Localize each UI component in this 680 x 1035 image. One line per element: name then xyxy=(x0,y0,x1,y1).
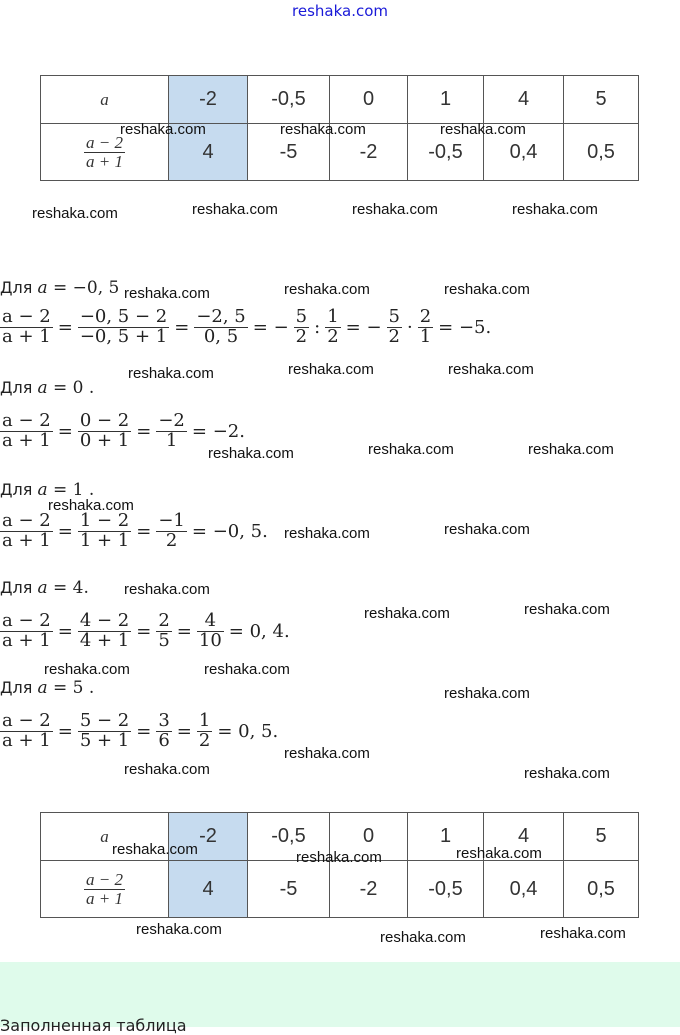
watermark-text: reshaka.com xyxy=(380,929,466,946)
fraction-denominator: 5 xyxy=(158,629,170,651)
watermark-text: reshaka.com xyxy=(444,281,530,298)
equation-operator: = 0, 4. xyxy=(228,620,290,642)
watermark-text: reshaka.com xyxy=(124,285,210,302)
result-cell: 0,5 xyxy=(564,124,639,181)
expr-denominator: a + 1 xyxy=(86,888,123,908)
fraction-numerator: 4 − 2 xyxy=(79,610,130,631)
a-value-cell: -2 xyxy=(169,813,248,861)
watermark-text: reshaka.com xyxy=(136,921,222,938)
case-heading xyxy=(0,480,94,500)
case-equation xyxy=(0,412,250,451)
fraction-denominator: 1 + 1 xyxy=(79,529,130,551)
watermark-text: reshaka.com xyxy=(448,361,534,378)
fraction-denominator: 6 xyxy=(158,729,170,751)
a-value-cell: 5 xyxy=(564,813,639,861)
equation-operator: : xyxy=(314,316,321,338)
case-equation xyxy=(0,512,273,551)
equation-operator: = xyxy=(57,316,73,338)
watermark-text: reshaka.com xyxy=(120,121,206,138)
case-heading xyxy=(0,578,89,598)
expr-numerator: a − 2 xyxy=(86,869,123,889)
fraction-numerator: a − 2 xyxy=(2,510,51,531)
fraction-numerator: 2 xyxy=(158,610,170,631)
fraction-numerator: 2 xyxy=(419,306,432,327)
case-equation xyxy=(0,612,295,651)
equation-operator: · xyxy=(406,316,413,338)
case-heading-value: = 5 . xyxy=(47,678,95,698)
fraction-denominator: a + 1 xyxy=(2,429,51,451)
equation-fraction xyxy=(387,308,402,347)
fraction-numerator: −0, 5 − 2 xyxy=(79,306,168,327)
watermark-text: reshaka.com xyxy=(444,521,530,538)
equation-fraction xyxy=(78,712,131,751)
watermark-text: reshaka.com xyxy=(124,761,210,778)
fraction-denominator: 2 xyxy=(327,325,339,347)
result-cell: 0,5 xyxy=(564,861,639,918)
equation-operator: = xyxy=(57,620,73,642)
case-heading-value: = −0, 5 xyxy=(47,278,120,298)
watermark-text: reshaka.com xyxy=(288,361,374,378)
result-cell: 4 xyxy=(169,861,248,918)
equation-operator: = −5. xyxy=(438,316,492,338)
case-heading-label: Для xyxy=(0,480,38,499)
fraction-numerator: a − 2 xyxy=(2,710,51,731)
values-table-bottom xyxy=(40,812,639,918)
equation-fraction xyxy=(0,308,53,347)
equation-fraction xyxy=(78,308,169,347)
equation-operator: = xyxy=(174,316,190,338)
result-cell: -2 xyxy=(330,861,408,918)
watermark-text: reshaka.com xyxy=(368,441,454,458)
case-equation xyxy=(0,308,496,347)
watermark-text: reshaka.com xyxy=(48,497,134,514)
equation-operator: = −0, 5. xyxy=(191,520,268,542)
expr-numerator: a − 2 xyxy=(86,132,123,152)
a-value-cell: 4 xyxy=(484,813,564,861)
watermark-text: reshaka.com xyxy=(528,441,614,458)
watermark-text: reshaka.com xyxy=(456,845,542,862)
watermark-text: reshaka.com xyxy=(208,445,294,462)
fraction-denominator: 2 xyxy=(198,729,211,751)
fraction-numerator: 1 − 2 xyxy=(79,510,130,531)
watermark-text: reshaka.com xyxy=(128,365,214,382)
equation-fraction xyxy=(156,412,187,451)
equation-fraction xyxy=(194,308,247,347)
fraction-numerator: a − 2 xyxy=(2,410,51,431)
watermark-text: reshaka.com xyxy=(540,925,626,942)
case-heading xyxy=(0,378,94,398)
a-value-cell: -2 xyxy=(169,76,248,124)
a-value-cell: -0,5 xyxy=(248,76,330,124)
a-value-cell: 4 xyxy=(484,76,564,124)
fraction-numerator: 5 − 2 xyxy=(79,710,130,731)
fraction-numerator: −1 xyxy=(158,510,185,531)
case-heading-label: Для xyxy=(0,678,38,697)
fraction-denominator: 2 xyxy=(388,325,400,347)
equation-operator: = xyxy=(176,720,192,742)
result-cell: -5 xyxy=(248,861,330,918)
result-cell: -0,5 xyxy=(408,124,484,181)
watermark-text: reshaka.com xyxy=(124,581,210,598)
fraction-numerator: 1 xyxy=(198,710,211,731)
equation-operator: = xyxy=(136,720,152,742)
row-header-a: a xyxy=(41,813,169,861)
fraction-numerator: −2, 5 xyxy=(196,306,246,327)
equation-operator: = − xyxy=(252,316,289,338)
result-cell: 0,4 xyxy=(484,124,564,181)
equation-fraction xyxy=(78,612,131,651)
equation-operator: = xyxy=(176,620,192,642)
fraction-denominator: 0, 5 xyxy=(203,325,239,347)
watermark-text: reshaka.com xyxy=(284,745,370,762)
watermark-text: reshaka.com xyxy=(284,281,370,298)
equation-operator: = xyxy=(57,720,73,742)
equation-fraction xyxy=(0,712,53,751)
equation-fraction xyxy=(0,612,53,651)
case-heading-label: Для xyxy=(0,578,38,597)
fraction-denominator: a + 1 xyxy=(2,529,51,551)
case-heading-var: a xyxy=(37,678,48,698)
fraction-denominator: 5 + 1 xyxy=(79,729,130,751)
a-value-cell: 5 xyxy=(564,76,639,124)
watermark-text: reshaka.com xyxy=(284,525,370,542)
watermark-text: reshaka.com xyxy=(352,201,438,218)
result-cell: -2 xyxy=(330,124,408,181)
equation-fraction xyxy=(78,512,131,551)
fraction-numerator: 4 xyxy=(197,612,224,632)
case-heading-label: Для xyxy=(0,378,38,397)
fraction-numerator: 5 xyxy=(295,306,308,327)
expr-denominator: a + 1 xyxy=(86,151,123,171)
case-heading xyxy=(0,278,119,298)
case-heading-var: a xyxy=(37,278,48,298)
fraction-numerator: 5 xyxy=(388,306,400,327)
result-cell: 4 xyxy=(169,124,248,181)
watermark-text: reshaka.com xyxy=(192,201,278,218)
equation-operator: = xyxy=(136,520,152,542)
equation-operator: = xyxy=(136,620,152,642)
equation-fraction xyxy=(156,512,187,551)
equation-operator: = 0, 5. xyxy=(217,720,279,742)
fraction-numerator: 0 − 2 xyxy=(79,410,130,431)
case-heading-var: a xyxy=(37,578,48,598)
a-value-cell: 0 xyxy=(330,813,408,861)
fraction-denominator: 10 xyxy=(198,629,222,651)
case-heading-value: = 1 . xyxy=(47,480,95,500)
equation-fraction xyxy=(156,612,171,651)
equation-fraction xyxy=(78,412,131,451)
case-heading xyxy=(0,678,94,698)
watermark-text: reshaka.com xyxy=(280,121,366,138)
equation-fraction xyxy=(156,712,171,751)
watermark-text: reshaka.com xyxy=(44,661,130,678)
result-cell: -0,5 xyxy=(408,861,484,918)
watermark-text: reshaka.com xyxy=(32,205,118,222)
watermark-text: reshaka.com xyxy=(524,601,610,618)
equation-operator: = − xyxy=(345,316,382,338)
watermark-text: reshaka.com xyxy=(364,605,450,622)
a-value-cell: 0 xyxy=(330,76,408,124)
equation-fraction xyxy=(0,412,53,451)
fraction-denominator: 0 + 1 xyxy=(79,429,130,451)
watermark-text: reshaka.com xyxy=(444,685,530,702)
a-value-cell: -0,5 xyxy=(248,813,330,861)
fraction-denominator: a + 1 xyxy=(2,629,51,651)
equation-fraction xyxy=(294,308,309,347)
case-heading-var: a xyxy=(37,480,48,500)
equation-fraction xyxy=(325,308,340,347)
equation-fraction xyxy=(418,308,433,347)
fraction-denominator: 1 xyxy=(165,429,178,451)
fraction-numerator: 3 xyxy=(158,710,170,731)
case-equation xyxy=(0,712,283,751)
a-value-cell: 1 xyxy=(408,76,484,124)
watermark-text: reshaka.com xyxy=(524,765,610,782)
answer-title: Заполненная таблица xyxy=(0,1016,187,1035)
watermark-text: reshaka.com xyxy=(296,849,382,866)
case-heading-value: = 0 . xyxy=(47,378,95,398)
result-cell: -5 xyxy=(248,124,330,181)
fraction-numerator: a − 2 xyxy=(2,610,51,631)
row-header-expression xyxy=(41,861,169,918)
watermark-text: reshaka.com xyxy=(440,121,526,138)
fraction-numerator: −2 xyxy=(158,410,185,431)
equation-fraction xyxy=(197,712,212,751)
watermark-text: reshaka.com xyxy=(512,201,598,218)
fraction-denominator: a + 1 xyxy=(2,325,51,347)
equation-fraction xyxy=(0,512,53,551)
equation-operator: = xyxy=(57,520,73,542)
row-header-a: a xyxy=(41,76,169,124)
case-heading-label: Для xyxy=(0,278,38,297)
case-heading-value: = 4. xyxy=(47,578,89,598)
row-header-expression xyxy=(41,124,169,181)
fraction-denominator: −0, 5 + 1 xyxy=(79,325,168,347)
values-table-top xyxy=(40,75,639,181)
equation-fraction xyxy=(197,612,224,651)
watermark-text: reshaka.com xyxy=(204,661,290,678)
fraction-numerator: 1 xyxy=(327,306,339,327)
fraction-denominator: 1 xyxy=(419,325,432,347)
site-link[interactable]: reshaka.com xyxy=(292,2,388,20)
equation-operator: = xyxy=(57,420,73,442)
equation-operator: = xyxy=(136,420,152,442)
fraction-numerator: a − 2 xyxy=(2,306,51,327)
fraction-denominator: 2 xyxy=(165,529,178,551)
case-heading-var: a xyxy=(37,378,48,398)
watermark-text: reshaka.com xyxy=(112,841,198,858)
fraction-denominator: 2 xyxy=(295,325,308,347)
a-value-cell: 1 xyxy=(408,813,484,861)
equation-operator: = −2. xyxy=(191,420,245,442)
fraction-denominator: 4 + 1 xyxy=(79,629,130,651)
result-cell: 0,4 xyxy=(484,861,564,918)
fraction-denominator: a + 1 xyxy=(2,729,51,751)
